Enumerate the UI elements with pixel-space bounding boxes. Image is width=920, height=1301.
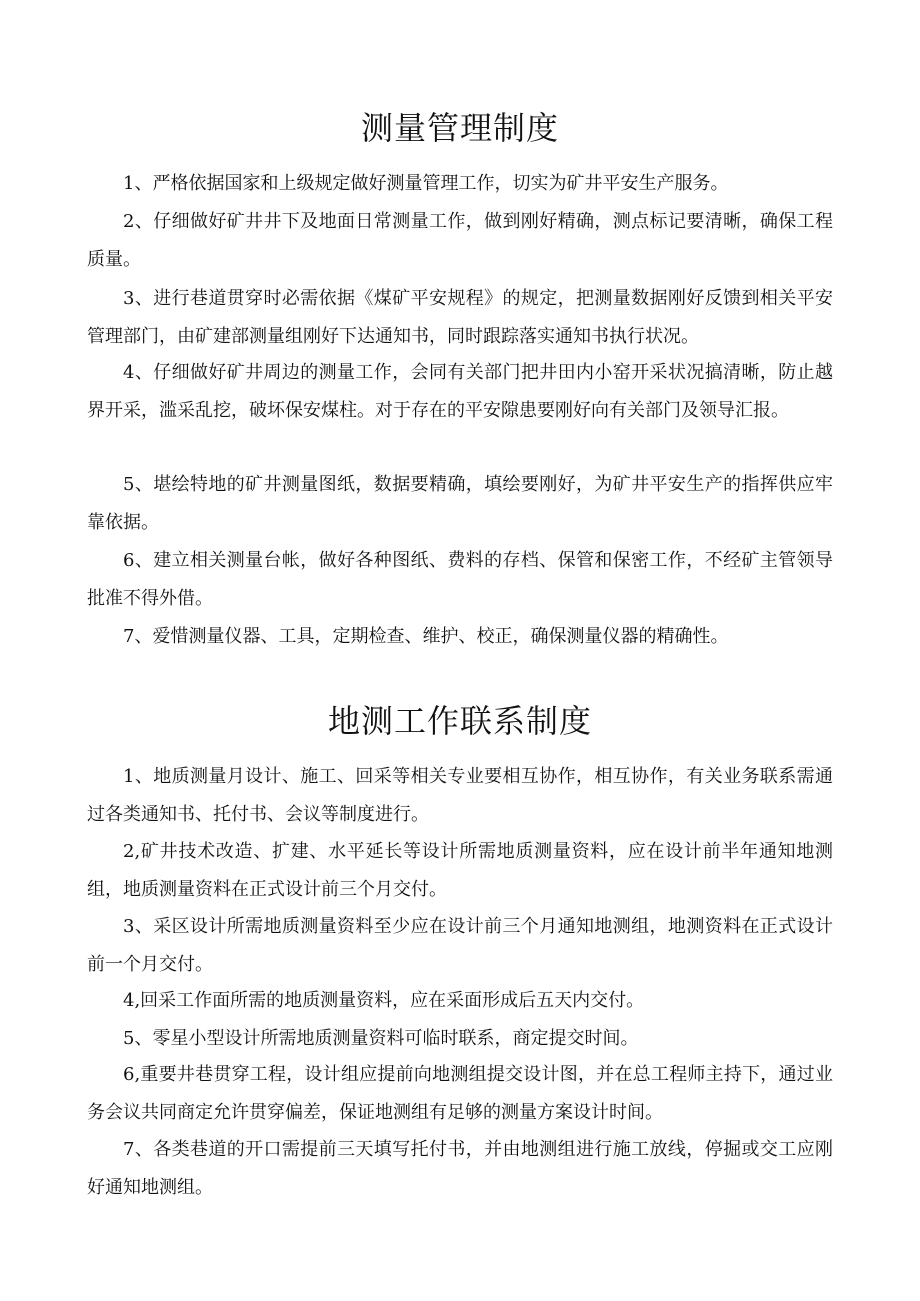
liaison-rule-5: 5、零星小型设计所需地质测量资料可临时联系，商定提交时间。 — [123, 1028, 639, 1049]
survey-rule-4: 4、仔细做好矿井周边的测量工作，会同有关部门把井田内小窑开采状况搞清晰，防止越界开采，滥采乱挖，破坏保安煤柱。对于存在的平安隙患要刚好向有关部门及领导汇报。 — [87, 362, 833, 421]
survey-rule-3: 3、进行巷道贯穿时必需依据《煤矿平安规程》的规定，把测量数据刚好反馈到相关平安管理部门，由矿建部测量组刚好下达通知书，同时跟踪落实通知书执行状况。 — [87, 288, 833, 347]
liaison-rule-2: 2,矿井技术改造、扩建、水平延长等设计所需地质测量资料，应在设计前半年通知地测组，地质测量资料在正式设计前三个月交付。 — [87, 841, 833, 900]
survey-rule-6: 6、建立相关测量台帐，做好各种图纸、费料的存档、保管和保密工作，不经矿主管领导批准不得外借。 — [87, 550, 833, 609]
liaison-rule-3: 3、采区设计所需地质测量资料至少应在设计前三个月通知地测组，地测资料在正式设计前一个月交付。 — [87, 916, 833, 975]
section-title-survey-management: 测量管理制度 — [360, 109, 559, 147]
section-title-geo-survey-liaison: 地测工作联系制度 — [327, 702, 592, 740]
survey-rule-2: 2、仔细做好矿井井下及地面日常测量工作，做到刚好精确，测点标记要清晰，确保工程质量。 — [87, 211, 833, 270]
liaison-rule-4: 4,回采工作面所需的地质测量资料，应在采面形成后五天内交付。 — [123, 990, 645, 1011]
survey-rule-5: 5、堪绘特地的矿井测量图纸，数据要精确，填绘要刚好，为矿井平安生产的指挥供应牢靠依据。 — [87, 474, 833, 533]
liaison-rule-1: 1、地质测量月设计、施工、回采等相关专业要相互协作，相互协作，有关业务联系需通过各类通知书、托付书、会议等制度进行。 — [87, 766, 833, 825]
survey-rule-1: 1、严格依据国家和上级规定做好测量管理工作，切实为矿井平安生产服务。 — [123, 173, 729, 194]
liaison-rule-6: 6,重要井巷贯穿工程，设计组应提前向地测组提交设计图，并在总工程师主持下，通过业务会议共同商定允许贯穿偏差，保证地测组有足够的测量方案设计时间。 — [87, 1064, 833, 1123]
survey-rule-7: 7、爱惜测量仪器、工具，定期检查、维护、校正，确保测量仪器的精确性。 — [123, 626, 729, 647]
liaison-rule-7: 7、各类巷道的开口需提前三天填写托付书，并由地测组进行施工放线，停掘或交工应刚好通知地测组。 — [87, 1139, 833, 1198]
